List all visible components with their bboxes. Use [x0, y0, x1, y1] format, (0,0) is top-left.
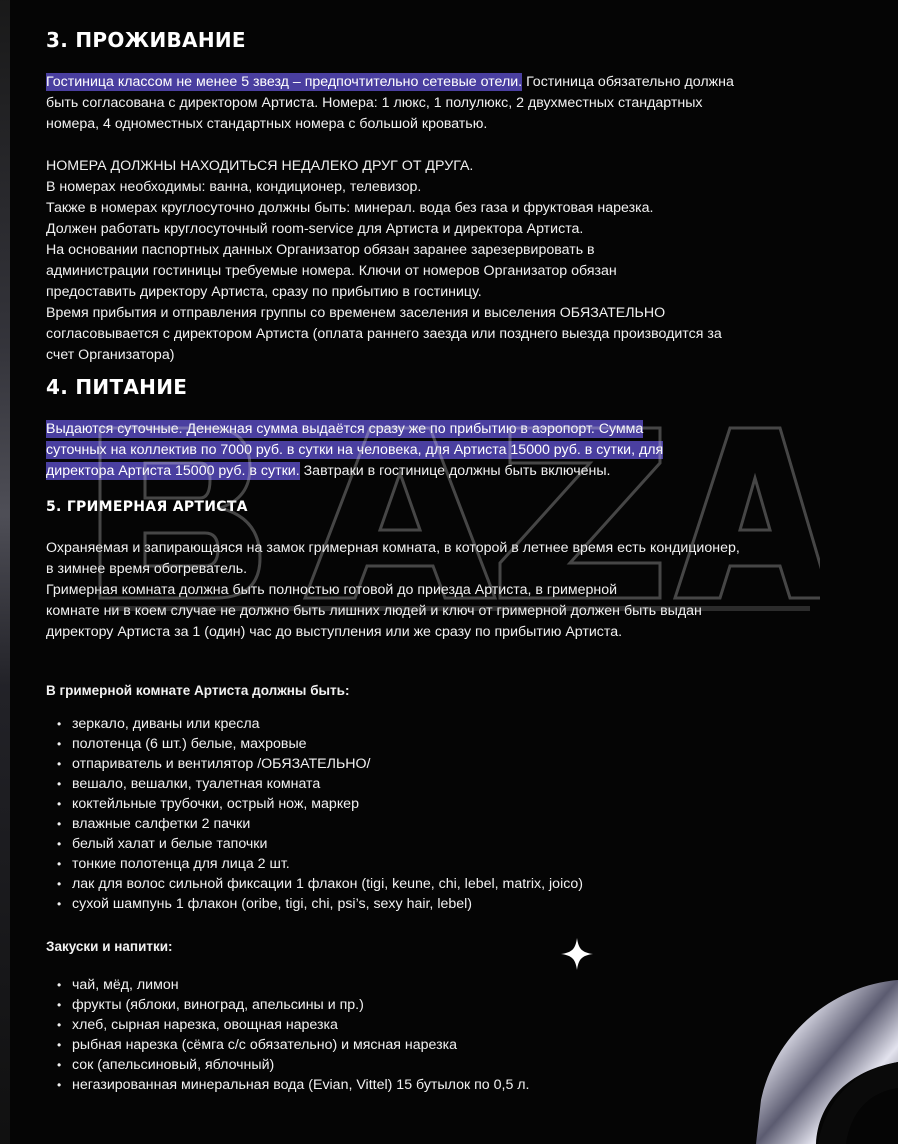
section-3-line-7: Должен работать круглосуточный room-service для Артиста и директора Артиста.: [46, 221, 584, 237]
snacks-subtitle: Закуски и напитки:: [46, 939, 173, 954]
list-item: • фрукты (яблоки, виноград, апельсины и пр.): [72, 995, 852, 1015]
list-item: • негазированная минеральная вода (Evian, Vittel) 15 бутылок по 0,5 л.: [72, 1075, 852, 1095]
dressing-room-list: [46, 714, 852, 914]
section-3-line-9: администрации гостиницы требуемые номера. Ключи от номеров Организатор обязан: [46, 263, 617, 279]
section-4-line-3: [46, 461, 846, 482]
list-item: • чай, мёд, лимон: [72, 975, 852, 995]
list-item: • рыбная нарезка (сёмга с/с обязательно) и мясная нарезка: [72, 1035, 852, 1055]
section-5-line-2: в зимнее время обогреватель.: [46, 561, 248, 577]
section-4-line-1: [46, 419, 846, 440]
page-edge-decoration: [0, 0, 10, 1144]
list-item: • полотенца (6 шт.) белые, махровые: [72, 734, 852, 754]
list-item: • коктейльные трубочки, острый нож, маркер: [72, 794, 852, 814]
highlighted-text: суточных на коллектив по 7000 руб. в сутки на человека, для Артиста 15000 руб. в сутки, для: [46, 442, 664, 458]
list-item: • зеркало, диваны или кресла: [72, 714, 852, 734]
section-4-line-2: [46, 440, 846, 461]
section-3-line-6: Также в номерах круглосуточно должны быть: минерал. вода без газа и фруктовая нарезка.: [46, 200, 654, 216]
section-5-line-4: комнате ни в коем случае не должно быть лишних людей и ключ от гримерной должен быть выдан: [46, 603, 702, 619]
list-item: • вешало, вешалки, туалетная комната: [72, 774, 852, 794]
section-3-line-10: предоставить директору Артиста, сразу по прибытию в гостиницу.: [46, 284, 482, 300]
sparkle-star-icon: [561, 938, 593, 970]
section-4-text: [46, 419, 846, 482]
section-3-line-1: [46, 72, 846, 93]
section-3-line-1-rest: Гостиница обязательно должна: [522, 74, 734, 90]
section-3-line-13: счет Организатора): [46, 347, 175, 363]
section-3-line-12: согласовывается с директором Артиста (оплата раннего заезда или позднего выезда производится за: [46, 326, 722, 342]
section-5-line-1: Охраняемая и запирающаяся на замок гримерная комната, в которой в летнее время есть кондиционер,: [46, 540, 740, 556]
section-5-line-3: Гримерная комната должна быть полностью готовой до приезда Артиста, в гримерной: [46, 582, 618, 598]
section-3-line-8: На основании паспортных данных Организатор обязан заранее зарезервировать в: [46, 242, 595, 258]
section-3-line-5: В номерах необходимы: ванна, кондиционер, телевизор.: [46, 179, 422, 195]
list-item: • отпариватель и вентилятор /ОБЯЗАТЕЛЬНО/: [72, 754, 852, 774]
highlighted-text: Выдаются суточные. Денежная сумма выдаётся сразу же по прибытию в аэропорт. Сумма: [46, 421, 644, 437]
list-item: • тонкие полотенца для лица 2 шт.: [72, 854, 852, 874]
section-3-line-3: номера, 4 одноместных стандартных номера с большой кроватью.: [46, 116, 488, 132]
section-5-text: [46, 538, 846, 643]
snacks-list: [46, 975, 852, 1095]
list-item: • сухой шампунь 1 флакон (oribe, tigi, chi, psi’s, sexy hair, lebel): [72, 894, 852, 914]
section-5-line-5: директору Артиста за 1 (один) час до выступления или же сразу по прибытию Артиста.: [46, 624, 623, 640]
section-3-line-2: быть согласована с директором Артиста. Номера: 1 люкс, 1 полулюкс, 2 двухместных стандартных: [46, 95, 703, 111]
list-item: • сок (апельсиновый, яблочный): [72, 1055, 852, 1075]
section-3-line-11: Время прибытия и отправления группы со временем заселения и выселения ОБЯЗАТЕЛЬНО: [46, 305, 666, 321]
list-item: • лак для волос сильной фиксации 1 флакон (tigi, keune, chi, lebel, matrix, joico): [72, 874, 852, 894]
highlighted-text: Гостиница классом не менее 5 звезд – предпочтительно сетевые отели.: [46, 74, 523, 90]
dressing-room-subtitle: В гримерной комнате Артиста должны быть:: [46, 683, 350, 698]
section-3-line-4: НОМЕРА ДОЛЖНЫ НАХОДИТЬСЯ НЕДАЛЕКО ДРУГ ОТ ДРУГА.: [46, 158, 474, 174]
list-item: • белый халат и белые тапочки: [72, 834, 852, 854]
section-3-details: [46, 156, 846, 366]
section-3-text: [46, 72, 846, 135]
section-4-title: 4. ПИТАНИЕ: [46, 375, 188, 399]
section-5-title: 5. ГРИМЕРНАЯ АРТИСТА: [46, 499, 248, 515]
list-item: • хлеб, сырная нарезка, овощная нарезка: [72, 1015, 852, 1035]
section-3-title: 3. ПРОЖИВАНИЕ: [46, 28, 246, 52]
holographic-swirl-decoration: [756, 980, 898, 1144]
highlighted-text: директора Артиста 15000 руб. в сутки.: [46, 463, 300, 479]
section-4-line-3-rest: Завтраки в гостинице должны быть включены.: [299, 463, 611, 479]
list-item: • влажные салфетки 2 пачки: [72, 814, 852, 834]
